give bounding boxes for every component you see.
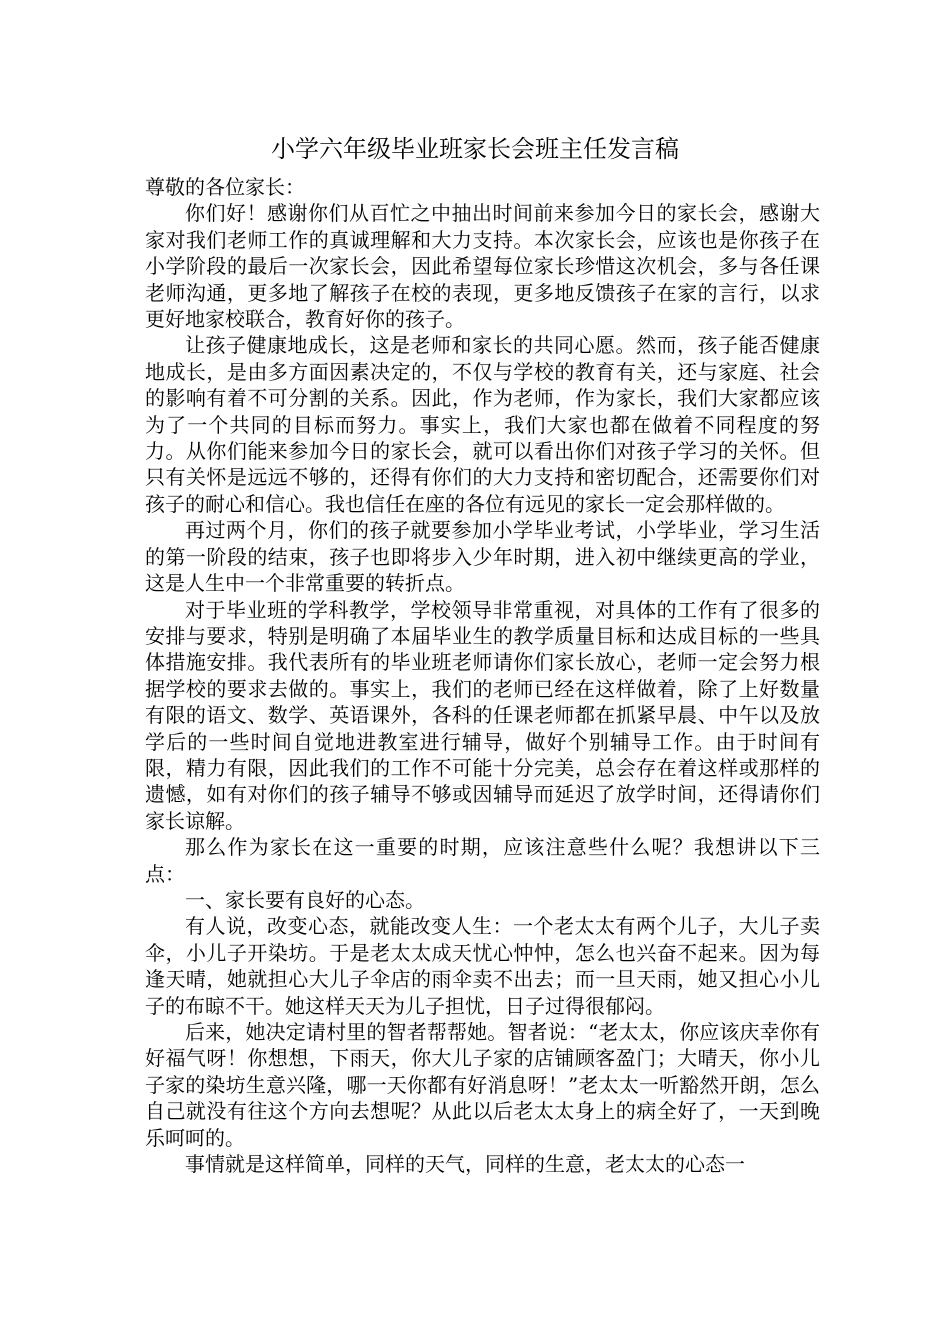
paragraph: 你们好！感谢你们从百忙之中抽出时间前来参加今日的家长会，感谢大家对我们老师工作的真诚理解和大力支持。本次家长会，应该也是你孩子在小学阶段的最后一次家长会，因此希望每位家长珍惜这次机会，多与各任课老师沟通，更多地了解孩子在校的表现，更多地反馈孩子在家的言行，以求更好地家校联合，教育好你的孩子。 [145, 201, 820, 332]
salutation: 尊敬的各位家长： [145, 175, 305, 199]
paragraph: 有人说，改变心态，就能改变人生：一个老太太有两个儿子，大儿子卖伞，小儿子开染坊。于是老太太成天忧心忡忡，怎么也兴奋不起来。因为每逢天晴，她就担心大儿子伞店的雨伞卖不出去；而一旦天雨，她又担心小儿子的布晾不干。她这样天天为儿子担忧，日子过得很郁闷。 [145, 914, 820, 1018]
paragraph: 那么作为家长在这一重要的时期，应该注意些什么呢？我想讲以下三点： [145, 835, 820, 886]
section-heading: 一、家长要有良好的心态。 [185, 887, 425, 912]
paragraph: 后来，她决定请村里的智者帮帮她。智者说：“老太太，你应该庆幸你有好福气呀！你想想，下雨天，你大儿子家的店铺顾客盈门；大晴天，你小儿子家的染坊生意兴隆，哪一天你都有好消息呀！”老太太一听豁然开朗，怎么自己就没有往这个方向去想呢？从此以后老太太身上的病全好了，一天到晚乐呵呵的。 [145, 1020, 820, 1150]
paragraph: 再过两个月，你们的孩子就要参加小学毕业考试，小学毕业，学习生活的第一阶段的结束，孩子也即将步入少年时期，进入初中继续更高的学业，这是人生中一个非常重要的转折点。 [145, 518, 820, 596]
document-body [145, 174, 820, 1177]
paragraph: 事情就是这样简单，同样的天气，同样的生意，老太太的心态一 [185, 1152, 745, 1177]
paragraph: 让孩子健康地成长，这是老师和家长的共同心愿。然而，孩子能否健康地成长，是由多方面因素决定的，不仅与学校的教育有关，还与家庭、社会的影响有着不可分割的关系。因此，作为老师，作为家长，我们大家都应该为了一个共同的目标而努力。事实上，我们大家也都在做着不同程度的努力。从你们能来参加今日的家长会，就可以看出你们对孩子学习的关怀。但只有关怀是远远不够的，还得有你们的大力支持和密切配合，还需要你们对孩子的耐心和信心。我也信任在座的各位有远见的家长一定会那样做的。 [145, 333, 820, 516]
document-title: 小学六年级毕业班家长会班主任发言稿 [271, 135, 679, 163]
paragraph: 对于毕业班的学科教学，学校领导非常重视，对具体的工作有了很多的安排与要求，特别是明确了本届毕业生的教学质量目标和达成目标的一些具体措施安排。我代表所有的毕业班老师请你们家长放心，老师一定会努力根据学校的要求去做的。事实上，我们的老师已经在这样做着，除了上好数量有限的语文、数学、英语课外，各科的任课老师都在抓紧早晨、中午以及放学后的一些时间自觉地进教室进行辅导，做好个别辅导工作。由于时间有限，精力有限，因此我们的工作不可能十分完美，总会存在着这样或那样的遗憾，如有对你们的孩子辅导不够或因辅导而延迟了放学时间，还得请你们家长谅解。 [145, 597, 820, 833]
